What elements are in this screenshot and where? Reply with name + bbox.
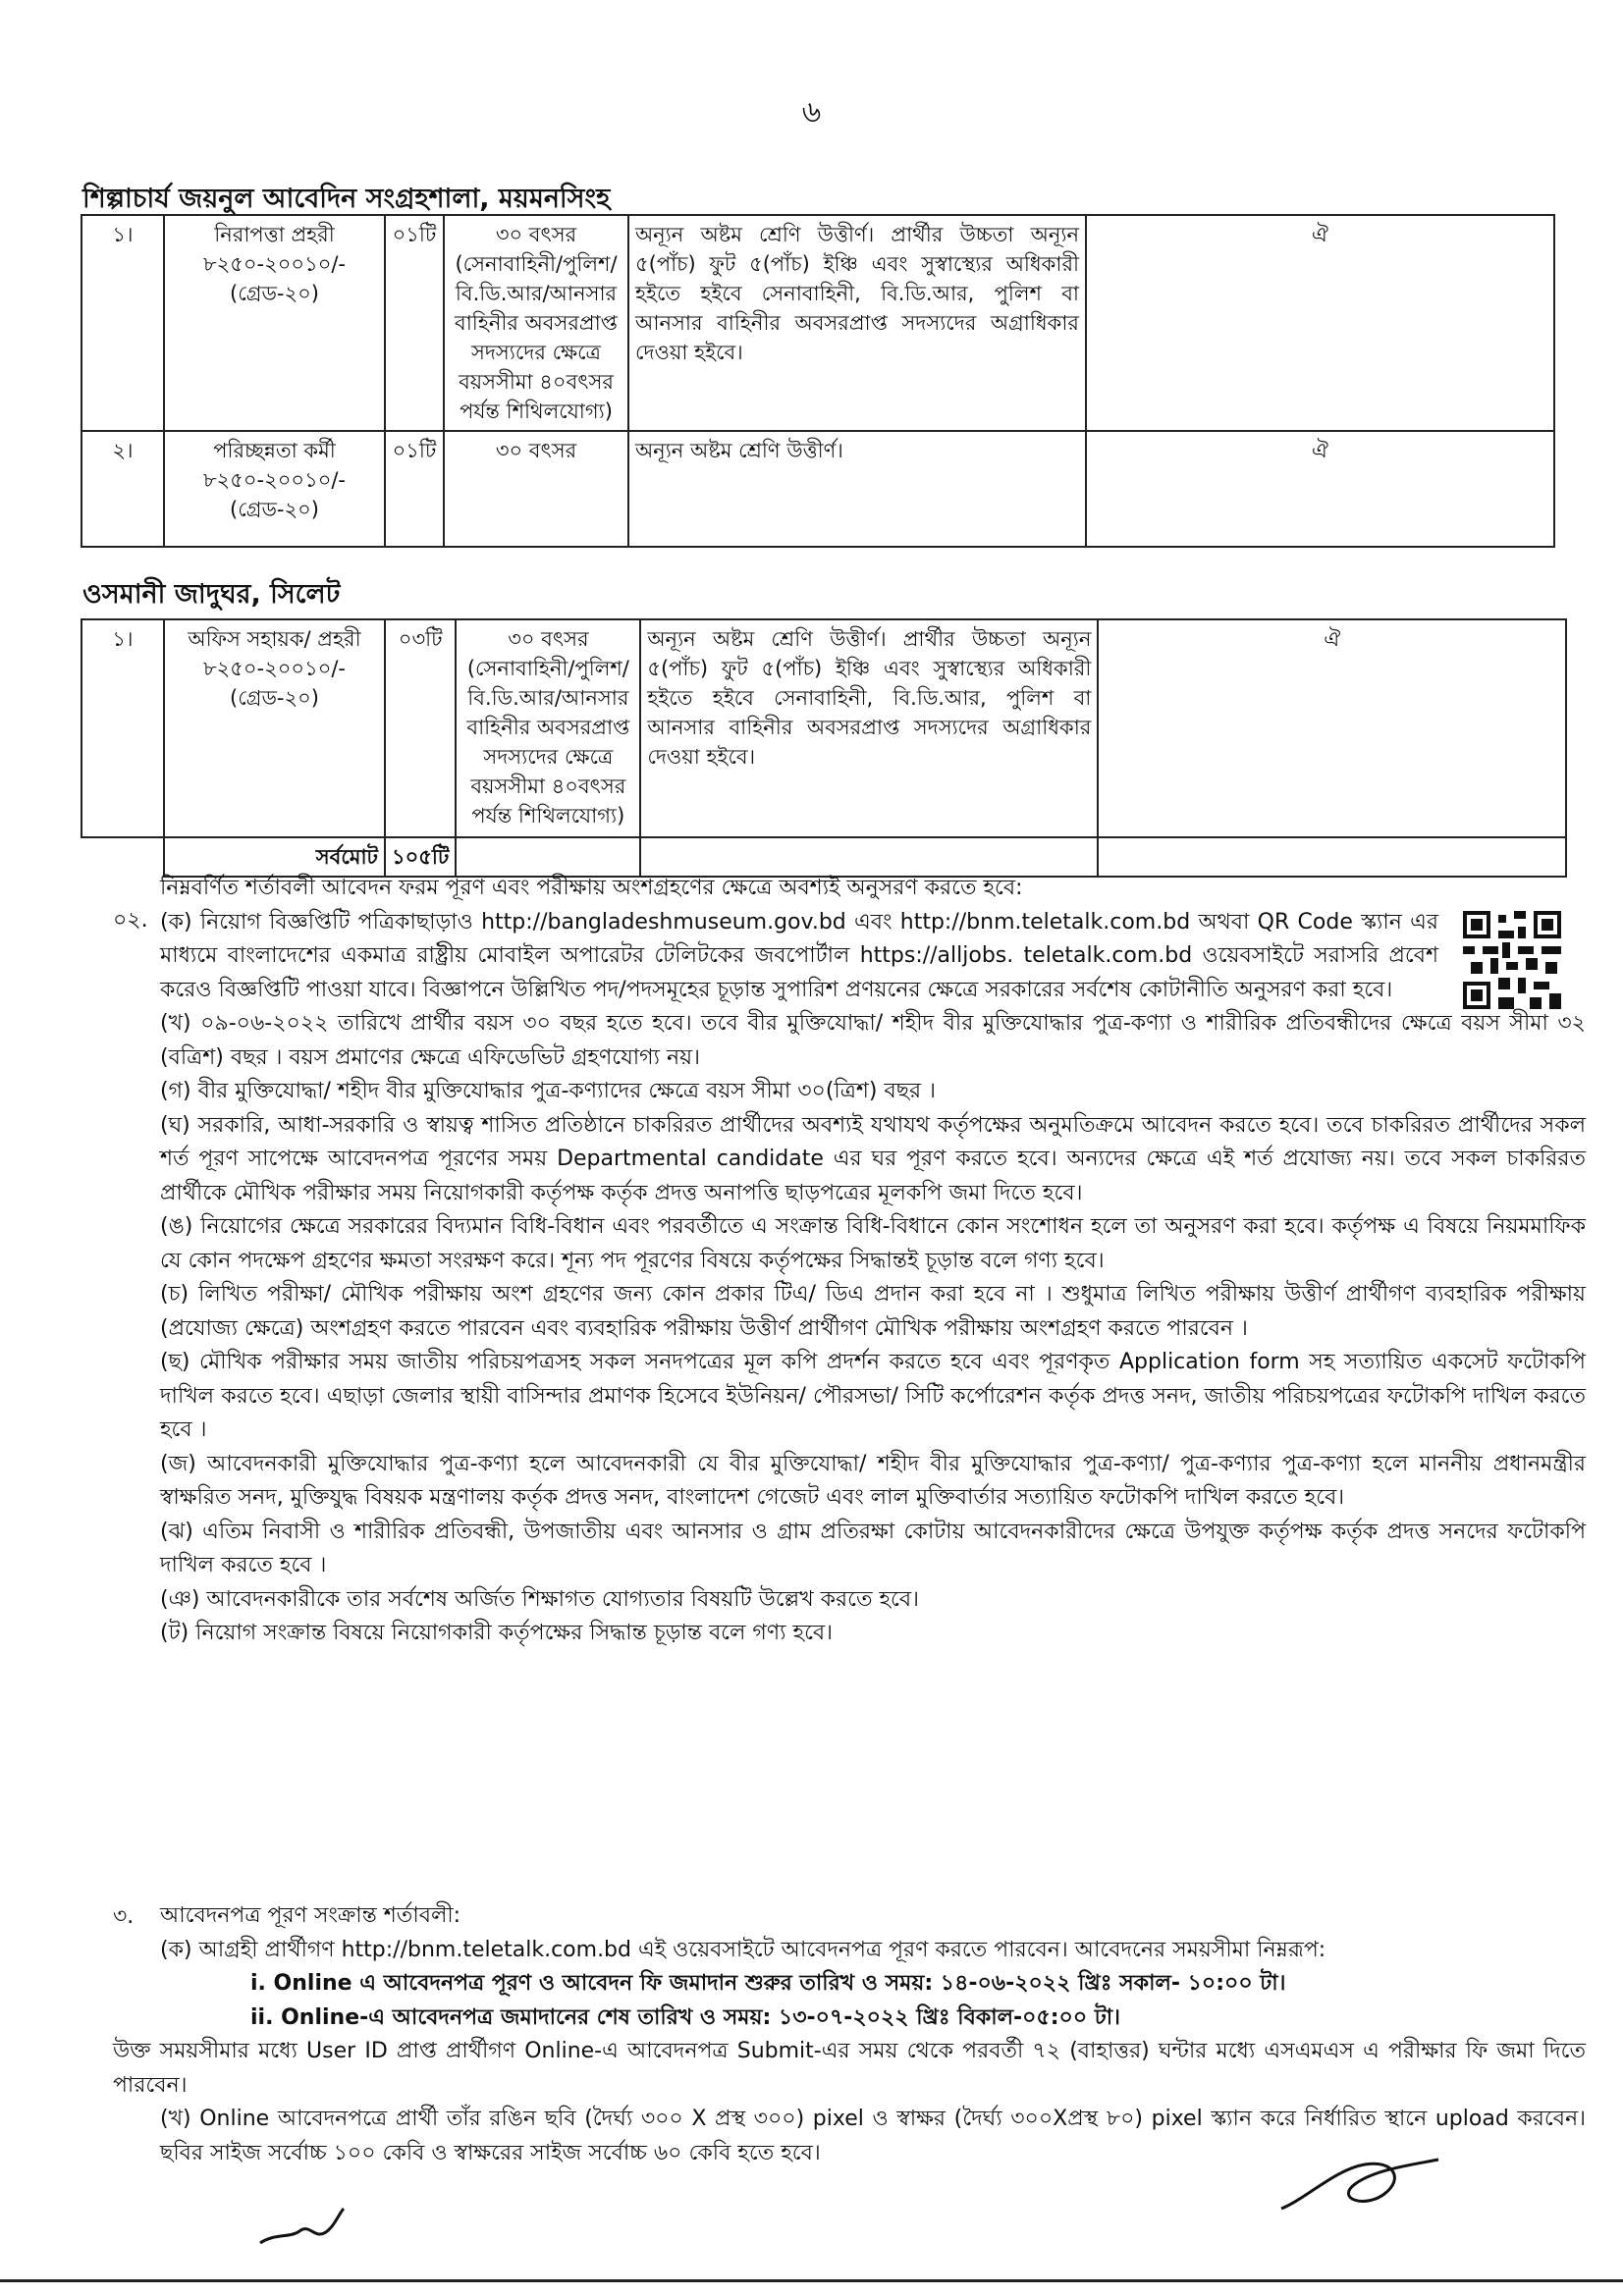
qualification-cell: অন্যূন অষ্টম শ্রেণি উত্তীর্ণ। প্রার্থীর উচ্চতা অন্যূন ৫(পাঁচ) ফুট ৫(পাঁচ) ইঞ্চি এবং সুস্বাস্থ্যের অধিকারী হইতে হইবে সেনাবাহিনী, বি.ডি.আর, পুলিশ বা আনসার বাহিনীর অবসরপ্রাপ্ত সদস্যদের অগ্রাধিকার দেওয়া হইবে। <box>628 215 1086 431</box>
table-row <box>81 215 1554 431</box>
clause3-kha: (খ) Online আবেদনপত্রে প্রার্থী তাঁর রঙিন ছবি (দৈর্ঘ্য ৩০০ X প্রস্থ ৩০০) pixel ও স্বাক্ষর (দৈর্ঘ্য ৩০০Xপ্রস্থ ৮০) pixel স্ক্যান করে নির্ধারিত স্থানে upload করবেন। ছবির সাইজ সর্বোচ্চ ১০০ কেবি ও স্বাক্ষরের সাইজ সর্বোচ্চ ৬০ কেবি হতে হবে। <box>160 2107 1586 2165</box>
clause3-body <box>113 1899 1586 2170</box>
count-cell: ০৩টি <box>385 619 456 837</box>
clause2-ta: (ট) নিয়োগ সংক্রান্ত বিষয়ে নিয়োগকারী কর্তৃপক্ষের সিদ্ধান্ত চূড়ান্ত বলে গণ্য হবে। <box>160 1621 834 1645</box>
table-row <box>81 431 1554 547</box>
clause2-cha: (চ) লিখিত পরীক্ষা/ মৌখিক পরীক্ষায় অংশ গ্রহণের জন্য কোন প্রকার টিএ/ ডিএ প্রদান করা হবে না । শুধুমাত্র লিখিত পরীক্ষায় উত্তীর্ণ প্রার্থীগণ ব্যবহারিক পরীক্ষায় (প্রযোজ্য ক্ষেত্রে) অংশগ্রহণ করতে পারবেন এবং ব্যবহারিক পরীক্ষায় উত্তীর্ণ প্রার্থীগণ মৌখিক পরীক্ষায় অংশগ্রহণ করতে পারবেন । <box>160 1282 1587 1341</box>
age-cell: ৩০ বৎসর (সেনাবাহিনী/পুলিশ/ বি.ডি.আর/আনসার বাহিনীর অবসরপ্রাপ্ত সদস্যদের ক্ষেত্রে বয়সসীমা ৪০বৎসর পর্যন্ত শিথিলযোগ্য) <box>456 619 640 837</box>
post-cell <box>164 215 385 431</box>
page-number: ৬ <box>801 95 822 130</box>
clause3-sms: উক্ত সময়সীমার মধ্যে User ID প্রাপ্ত প্রার্থীগণ Online-এ আবেদনপত্র Submit-এর সময় থেকে পরবর্তী ৭২ (বাহাত্তর) ঘন্টার মধ্যে এসএমএস এ পরীক্ষার ফি জমা দিতে পারবেন। <box>113 2039 1586 2098</box>
clause2-kha: (খ) ০৯-০৬-২০২২ তারিখে প্রার্থীর বয়স ৩০ বছর হতে হবে। তবে বীর মুক্তিযোদ্ধা/ শহীদ বীর মুক্তিযোদ্ধার পুত্র-কণ্যা ও শারীরিক প্রতিবন্ধীদের ক্ষেত্রে বয়স সীমা ৩২ (বত্রিশ) বছর । বয়স প্রমাণের ক্ষেত্রে এফিডেভিট গ্রহণযোগ্য নয়। <box>160 1011 1586 1070</box>
serial-cell: ২। <box>81 431 164 547</box>
post-name: নিরাপত্তা প্রহরী <box>214 223 335 246</box>
clause3-i: i. Online এ আবেদনপত্র পূরণ ও আবেদন ফি জমাদান শুরুর তারিখ ও সময়: ১৪-০৬-২০২২ খ্রিঃ সকাল- ১০:০০ টা। <box>250 1971 1286 1996</box>
post-cell <box>164 431 385 547</box>
grade: (গ্রেড-২০) <box>230 282 319 305</box>
count-cell: ০১টি <box>385 215 444 431</box>
section2-title: ওসমানী জাদুঘর, সিলেট <box>82 579 341 610</box>
post-cell <box>164 619 385 837</box>
age-cell: ৩০ বৎসর <box>444 431 628 547</box>
total-row <box>81 837 1566 877</box>
grade: (গ্রেড-২০) <box>230 686 319 710</box>
clause2-jha: (ঝ) এতিম নিবাসী ও শারীরিক প্রতিবন্ধী, উপজাতীয় এবং আনসার ও গ্রাম প্রতিরক্ষা কোটায় আবেদনকারীদের ক্ষেত্রে উপযুক্ত কর্তৃপক্ষ কর্তৃক প্রদত্ত সনদের ফটোকপি দাখিল করতে হবে । <box>160 1519 1586 1577</box>
age-cell: ৩০ বৎসর (সেনাবাহিনী/পুলিশ/ বি.ডি.আর/আনসার বাহিনীর অবসরপ্রাপ্ত সদস্যদের ক্ষেত্রে বয়সসীমা ৪০বৎসর পর্যন্ত শিথিলযোগ্য) <box>444 215 628 431</box>
count-cell: ০১টি <box>385 431 444 547</box>
clause2-body <box>113 872 1586 1651</box>
section2-table <box>81 618 1567 878</box>
clause2-ga: (গ) বীর মুক্তিযোদ্ধা/ শহীদ বীর মুক্তিযোদ্ধার পুত্র-কণ্যাদের ক্ষেত্রে বয়স সীমা ৩০(ত্রিশ) বছর । <box>160 1079 936 1103</box>
section1-table <box>81 214 1555 548</box>
clause2-ja: (জ) আবেদনকারী মুক্তিযোদ্ধার পুত্র-কণ্যা হলে আবেদনকারী যে বীর মুক্তিযোদ্ধা/ শহীদ বীর মুক্তিযোদ্ধার পুত্র-কণ্যা/ পুত্র-কণ্যার পুত্র-কণ্যা হলে মাননীয় প্রধানমন্ত্রীর স্বাক্ষরিত সনদ, মুক্তিযুদ্ধ বিষয়ক মন্ত্রণালয় কর্তৃক প্রদত্ত সনদ, বাংলাদেশ গেজেট এবং লাল মুক্তিবার্তার সত্যায়িত ফটোকপি দাখিল করতে হবে। <box>160 1451 1586 1510</box>
total-label: সর্বমোট <box>164 837 385 877</box>
clause3-ii: ii. Online-এ আবেদনপত্র জমাদানের শেষ তারিখ ও সময়: ১৩-০৭-২০২২ খ্রিঃ বিকাল-০৫:০০ টা। <box>250 2004 1121 2030</box>
serial-cell: ১। <box>81 619 164 837</box>
clause2-nio: (ঞ) আবেদনকারীকে তার সর্বশেষ অর্জিত শিক্ষাগত যোগ্যতার বিষয়টি উল্লেখ করতে হবে। <box>160 1586 919 1612</box>
clause3-ka: (ক) আগ্রহী প্রার্থীগণ http://bnm.teletalk.com.bd এই ওয়েবসাইটে আবেদনপত্র পূরণ করতে পারবেন। আবেদনের সময়সীমা নিম্নরূপ: <box>160 1937 1326 1962</box>
clause3-intro: আবেদনপত্র পূরণ সংক্রান্ত শর্তাবলী: <box>160 1903 461 1928</box>
clause2-umo: (ঙ) নিয়োগের ক্ষেত্রে সরকারের বিদ্যমান বিধি-বিধান এবং পরবর্তীতে এ সংক্রান্ত বিধি-বিধানে কোন সংশোধন হলে তা অনুসরণ করা হবে। কর্তৃপক্ষ এ বিষয়ে নিয়মমাফিক যে কোন পদক্ষেপ গ্রহণের ক্ষমতা সংরক্ষণ করে। শূন্য পদ পূরণের বিষয়ে কর্তৃপক্ষের সিদ্ধান্তই চূড়ান্ত বলে গণ্য হবে। <box>160 1214 1586 1273</box>
grade: (গ্রেড-২০) <box>230 498 319 521</box>
clause2-ka: (ক) নিয়োগ বিজ্ঞপ্তিটি পত্রিকাছাড়াও http://bangladeshmuseum.gov.bd এবং http://bnm.teletalk.com.bd অথবা QR Code স্ক্যান এর মাধ্যমে বাংলাদেশের একমাত্র রাষ্ট্রীয় মোবাইল অপারেটর টেলিটকের জবপোর্টাল https://alljobs. teletalk.com.bd ওয়েবসাইটে সরাসরি প্রবেশ করেও বিজ্ঞপ্তিটি পাওয়া যাবে। বিজ্ঞাপনে উল্লিখিত পদ/পদসমূহের চূড়ান্ত সুপারিশ প্রণয়নের ক্ষেত্রে সরকারের সর্বশেষ কোটানীতি অনুসরণ করা হবে। <box>160 909 1438 1002</box>
post-name: অফিস সহায়ক/ প্রহরী <box>188 627 361 651</box>
bottom-rule <box>0 2279 1623 2282</box>
ditto-cell: ঐ <box>1086 431 1554 547</box>
qualification-cell: অন্যূন অষ্টম শ্রেণি উত্তীর্ণ। প্রার্থীর উচ্চতা অন্যূন ৫(পাঁচ) ফুট ৫(পাঁচ) ইঞ্চি এবং সুস্বাস্থ্যের অধিকারী হইতে হইবে সেনাবাহিনী, বি.ডি.আর, পুলিশ বা আনসার বাহিনীর অবসরপ্রাপ্ত সদস্যদের অগ্রাধিকার দেওয়া হইবে। <box>640 619 1098 837</box>
post-name: পরিচ্ছন্নতা কর্মী <box>213 439 336 462</box>
ditto-cell: ঐ <box>1098 619 1566 837</box>
section1-title: শিল্পাচার্য জয়নুল আবেদিন সংগ্রহশালা, ময়মনসিংহ <box>82 184 611 214</box>
clause2-intro: নিম্নবর্ণিত শর্তাবলী আবেদন ফরম পূরণ এবং পরীক্ষায় অংশগ্রহণের ক্ষেত্রে অবশ্যই অনুসরণ করতে হবে: <box>160 876 1023 900</box>
pay-scale: ৮২৫০-২০০১০/- <box>202 468 347 492</box>
table-row <box>81 619 1566 837</box>
clause2-number: ০২. <box>113 908 148 933</box>
pay-scale: ৮২৫০-২০০১০/- <box>202 657 347 680</box>
signature-left-icon <box>255 2204 363 2253</box>
clause2-gha: (ঘ) সরকারি, আধা-সরকারি ও স্বায়ত্ব শাসিত প্রতিষ্ঠানে চাকরিরত প্রার্থীদের অবশ্যই যথাযথ কর্তৃপক্ষের অনুমতিক্রমে আবেদন করতে হবে। তবে চাকরিরত প্রার্থীদের সকল শর্ত পূরণ সাপেক্ষে আবেদনপত্র পূরণের সময় Departmental candidate এর ঘর পূরণ করতে হবে। অন্যদের ক্ষেত্রে এই শর্ত প্রযোজ্য নয়। তবে সকল চাকরিরত প্রার্থীকে মৌখিক পরীক্ষার সময় নিয়োগকারী কর্তৃপক্ষ কর্তৃক প্রদত্ত অনাপত্তি ছাড়পত্রের মূলকপি জমা দিতে হবে। <box>160 1112 1586 1205</box>
serial-cell: ১। <box>81 215 164 431</box>
clause2-chha: (ছ) মৌখিক পরীক্ষার সময় জাতীয় পরিচয়পত্রসহ সকল সনদপত্রের মূল কপি প্রদর্শন করতে হবে এবং পূরণকৃত Application form সহ সত্যায়িত একসেট ফটোকপি দাখিল করতে হবে। এছাড়া জেলার স্থায়ী বাসিন্দার প্রমাণক হিসেবে ইউনিয়ন/ পৌরসভা/ সিটি কর্পোরেশন কর্তৃক প্রদত্ত সনদ, জাতীয় পরিচয়পত্রের ফটোকপি দাখিল করতে হবে । <box>160 1350 1586 1442</box>
total-value: ১০৫টি <box>385 837 456 877</box>
pay-scale: ৮২৫০-২০০১০/- <box>202 252 347 276</box>
signature-right-icon <box>1276 2140 1443 2218</box>
qualification-cell: অন্যূন অষ্টম শ্রেণি উত্তীর্ণ। <box>628 431 1086 547</box>
clause3-number: ৩. <box>113 1904 135 1929</box>
ditto-cell: ঐ <box>1086 215 1554 431</box>
